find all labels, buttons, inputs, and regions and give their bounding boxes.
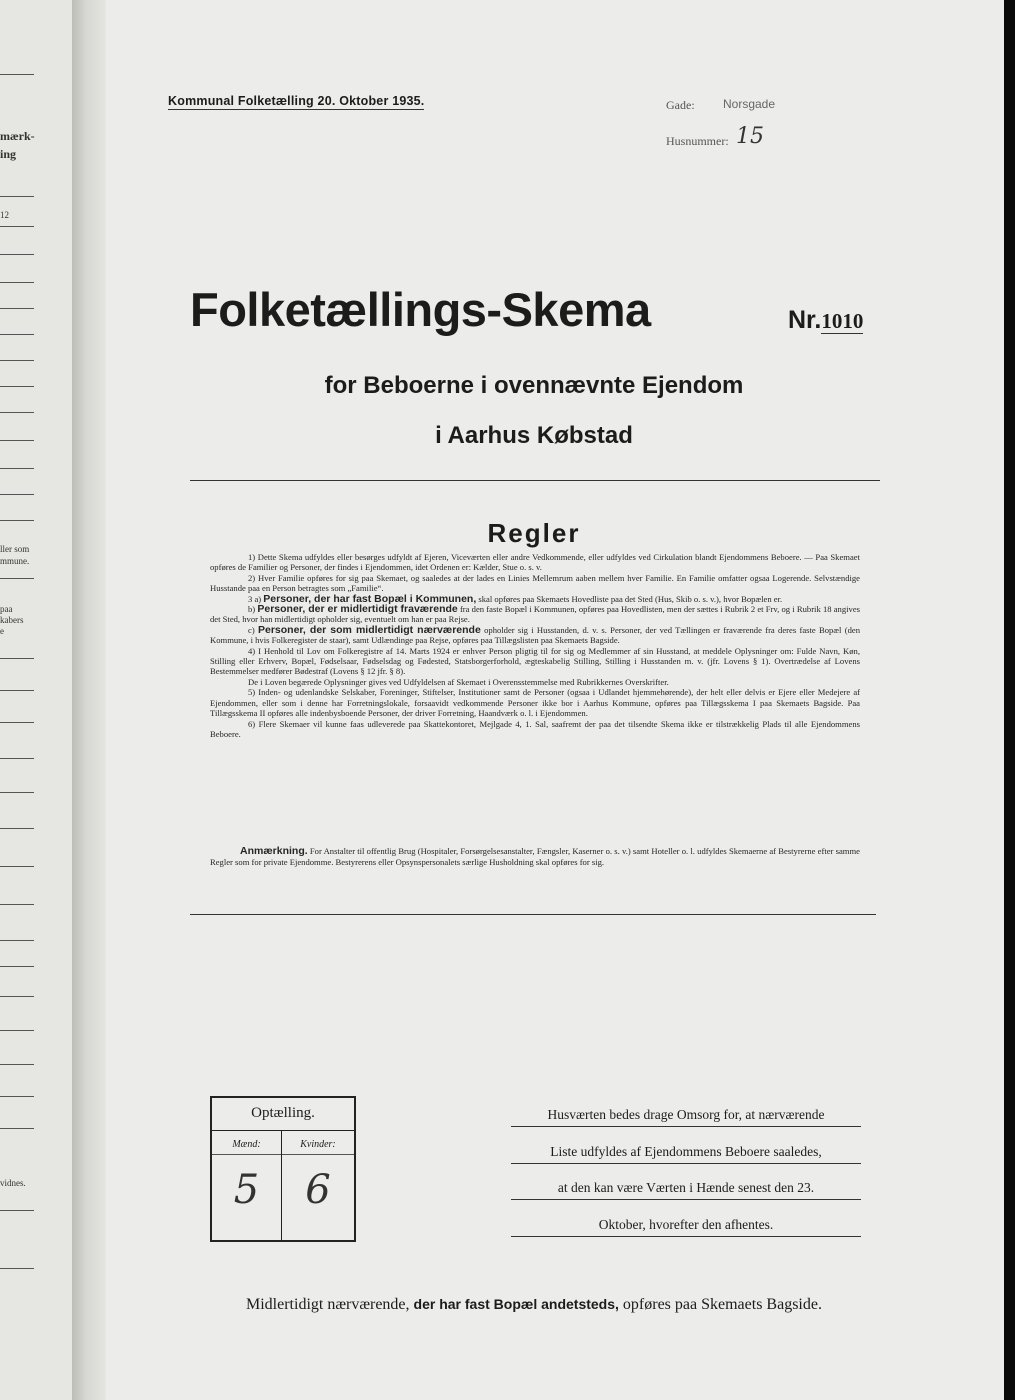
rules-body [210, 552, 860, 739]
rules-heading: Regler [487, 518, 581, 548]
form-title: Folketællings-Skema [190, 283, 651, 336]
left-fragment: 12 [0, 210, 9, 220]
notice-line-1: Husværten bedes drage Omsorg for, at nærværende [511, 1104, 861, 1127]
left-fragment: ing [0, 147, 17, 161]
house-number-value: 15 [736, 124, 764, 149]
notice-line-4: Oktober, hvorefter den afhentes. [511, 1214, 861, 1237]
form-number-label: Nr. [788, 306, 822, 334]
remark-text: For Anstalter til offentlig Brug (Hospitaler, Forsørgelsesanstalter, Fængsler, Kaserner o. s. v.) samt Hoteller o. l. udfyldes Skemaerne af Bestyrerne efter samme Regler som for private Ejendomme. Bestyrerens eller Opsynspersonalets særlige Husholdning skal opføres for sig. [210, 846, 860, 867]
left-page-strip [0, 0, 73, 1400]
rule-3a: 3 a) Personer, der har fast Bopæl i Kommunen, skal opføres paa Skemaets Hovedliste paa det Sted (Hus, Skib o. s. v.), hvor Bopælen er. [248, 592, 783, 605]
left-fragment: vidnes. [0, 1178, 26, 1188]
men-column [212, 1131, 282, 1240]
left-fragment: mmune. [0, 556, 30, 566]
notice-line-2: Liste udfyldes af Ejendommens Beboere saaledes, [511, 1141, 861, 1164]
house-number-label: Husnummer: [666, 134, 729, 148]
rule-2: 2) Hver Familie opføres for sig paa Skemaet, og saaledes at der lades en Linies Mellemrum aaben mellem hver Familie. En Familie omfatter ogsaa Logerende. Selvstændige Husstande paa en Person betragtes som „Familie“. [210, 572, 860, 594]
men-label: Mænd: [212, 1139, 281, 1155]
count-title: Optælling. [212, 1098, 354, 1131]
form-subtitle-2: i Aarhus Købstad [435, 422, 633, 449]
census-form-page [106, 0, 1004, 1400]
form-number [788, 306, 863, 335]
women-count: 6 [305, 1167, 331, 1213]
rule-1: 1) Dette Skema udfyldes eller besørges udfyldt af Ejeren, Viceværten eller andre Vedkommende, eller udfyldes ved Cirkulation blandt Ejendommens Beboere. — Paa Skemaet opføres de Familier og Personer, der findes i Ejendommen, idet Ordenen er: Kælder, Stue o. s. v. [210, 552, 860, 573]
women-column [282, 1131, 354, 1240]
scan-edge [1004, 0, 1015, 1400]
landlord-notice [511, 1104, 861, 1250]
notice-line-3: at den kan være Værten i Hænde senest den 23. [511, 1177, 861, 1200]
page-binding [72, 0, 106, 1400]
remark-label: Anmærkning. [240, 845, 308, 857]
rule-3b: b) Personer, der er midlertidigt fraværende fra den faste Bopæl i Kommunen, opføres paa Hovedlisten, men der sættes i Rubrik 2 et Frv, og i Rubrik 18 angives det Sted, hvor han midlertidigt opholder sig, eventuelt om han er paa Rejse. [210, 603, 860, 625]
street-value: Norsgade [723, 97, 776, 111]
rule-4b: De i Loven begærede Oplysninger gives ved Udfyldelsen af Skemaet i Overensstemmelse med Rubrikkernes Overskrifter. [248, 676, 669, 687]
left-fragment: kabers [0, 615, 24, 625]
street-label: Gade: [666, 98, 695, 112]
divider [190, 480, 880, 481]
rule-3c: c) Personer, der som midlertidigt nærværende opholder sig i Husstanden, d. v. s. Personer, der ved Tællingen er fraværende fra deres faste Bopæl (den Kommune, i hvis Folkeregister de staar), samt Udlændinge paa Rejse, opføres paa Tillægslisten paa Skemaets Bagside. [210, 623, 860, 646]
census-header: Kommunal Folketælling 20. Oktober 1935. [168, 94, 425, 108]
remark [210, 846, 860, 868]
divider [190, 914, 876, 915]
left-fragment: e [0, 626, 4, 636]
footer-note: Midlertidigt nærværende, der har fast Bopæl andetsteds, opføres paa Skemaets Bagside. [246, 1296, 822, 1313]
women-label: Kvinder: [282, 1139, 354, 1155]
form-number-value: 1010 [821, 309, 864, 333]
rule-4: 4) I Henhold til Lov om Folkeregistre af 14. Marts 1924 er enhver Person pligtig til for sig og Medlemmer af sin Husstand, at meddele Oplysninger om: Fulde Navn, Køn, Stilling eller Erhverv, Bopæl, Fødselsaar, Fødselsdag og Fødested, Statsborgerforhold, ægteskabelig Stilling, Stilling i Husstanden m. v. (jfr. Lovens § 1). Overtrædelse af Lovens Bestemmelser medfører Bødestraf (Lovens § 12 jfr. § 8). [210, 645, 860, 677]
men-count: 5 [233, 1167, 260, 1213]
left-fragment: paa [0, 604, 13, 614]
left-fragment: ller som [0, 544, 30, 554]
form-subtitle-1: for Beboerne i ovennævnte Ejendom [324, 372, 744, 399]
count-box [210, 1096, 356, 1242]
left-fragment: mærk- [0, 129, 35, 143]
rule-6: 6) Flere Skemaer vil kunne faas udleverede paa Skattekontoret, Mejlgade 4, 1. Sal, saafremt der paa det tilsendte Skema ikke er tilstrækkelig Plads til alle Ejendommens Beboere. [210, 718, 860, 739]
rule-5: 5) Inden- og udenlandske Selskaber, Foreninger, Stiftelser, Institutioner samt de Personer (ogsaa i Udlandet hjemmehørende), der helt eller delvis er Ejere eller Medejere af Ejendommen, eller som i denne har Forretningslokale, forsaavidt vedkommende Personer ikke bor i Aarhus Kommune, opføres paa Tillægsskema I paa Skemaets Bagside. Paa Tillægsskema II opføres alle indenbysboende Personer, der driver Forretning, Haandværk o. l. i Ejendommen. [210, 687, 860, 719]
